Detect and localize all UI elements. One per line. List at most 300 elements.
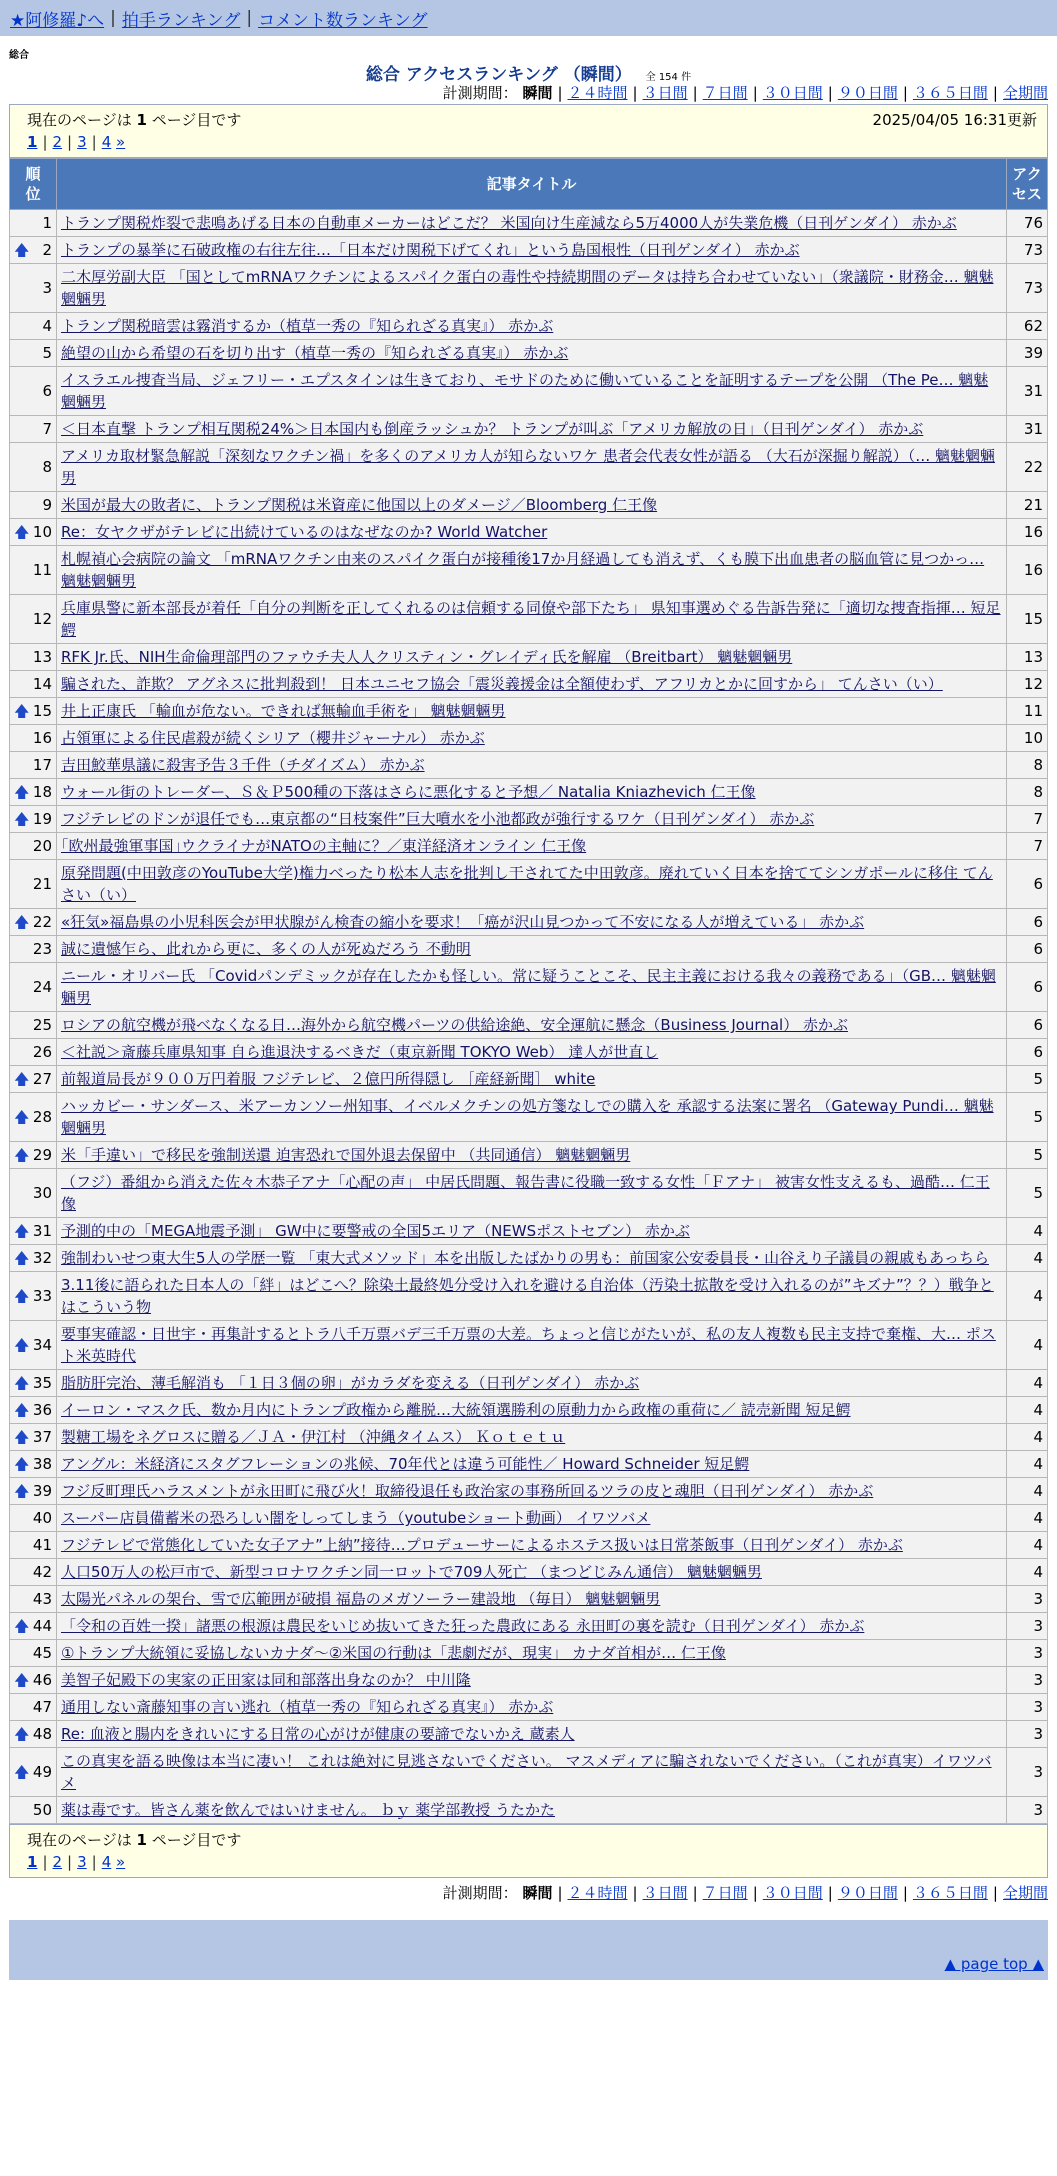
up-arrow-icon: 🡅 bbox=[14, 1336, 30, 1354]
title-cell bbox=[57, 1424, 1007, 1451]
article-title-link[interactable]: Re：女ヤクザがテレビに出続けているのはなぜなのか? World Watcher bbox=[61, 523, 548, 541]
rank-number: 37 bbox=[32, 1428, 52, 1446]
article-title-link[interactable]: フジテレビのドンが退任でも…東京都の“日枝案件”巨大噴水を小池都政が強行するワケ（日刊ゲンダイ） 赤かぶ bbox=[61, 810, 815, 828]
access-count: 4 bbox=[1007, 1451, 1048, 1478]
access-count: 3 bbox=[1007, 1640, 1048, 1667]
pagination-box-top bbox=[9, 104, 1048, 158]
rank-cell bbox=[10, 519, 57, 546]
rank-number: 7 bbox=[42, 420, 52, 438]
period-separator: | bbox=[692, 1884, 698, 1902]
up-arrow-icon: 🡅 bbox=[14, 1146, 30, 1164]
title-cell bbox=[57, 1039, 1007, 1066]
article-title-link[interactable]: 人口50万人の松戸市で、新型コロナワクチン同一ロットで709人死亡 （まつどじみん通信） 魑魅魍魎男 bbox=[61, 1563, 762, 1581]
rank-cell bbox=[10, 779, 57, 806]
access-count: 3 bbox=[1007, 1667, 1048, 1694]
access-count: 12 bbox=[1007, 671, 1048, 698]
up-arrow-icon: 🡅 bbox=[14, 1671, 30, 1689]
article-title-link[interactable]: 米国が最大の敗者に、トランプ関税は米資産に他国以上のダメージ／Bloomberg 仁王像 bbox=[61, 496, 658, 514]
nav-separator: | bbox=[246, 8, 253, 28]
title-cell bbox=[57, 237, 1007, 264]
article-title-link[interactable]: 原発問題(中田敦彦のYouTube大学)権力べったり松本人志を批判し干されてた中田敦彦。廃れていく日本を捨ててシンガポールに移住 てんさい（い） bbox=[61, 864, 993, 904]
page-top-link[interactable]: ▲ page top ▲ bbox=[944, 1955, 1044, 1973]
access-count: 7 bbox=[1007, 806, 1048, 833]
period-link[interactable]: ９０日間 bbox=[837, 1884, 898, 1902]
access-count: 3 bbox=[1007, 1797, 1048, 1824]
rank-cell bbox=[10, 671, 57, 698]
access-count: 13 bbox=[1007, 644, 1048, 671]
access-count: 4 bbox=[1007, 1218, 1048, 1245]
page-link[interactable]: 4 bbox=[101, 1853, 112, 1871]
rank-cell bbox=[10, 806, 57, 833]
title-cell bbox=[57, 1397, 1007, 1424]
access-count: 7 bbox=[1007, 833, 1048, 860]
title-cell bbox=[57, 1532, 1007, 1559]
article-title-link[interactable]: イーロン・マスク氏、数か月内にトランプ政権から離脱…大統領選勝利の原動力から政権の重荷に／ 読売新聞 短足鰐 bbox=[61, 1401, 851, 1419]
rank-cell bbox=[10, 340, 57, 367]
access-count: 5 bbox=[1007, 1093, 1048, 1142]
article-title-link[interactable]: イスラエル捜査当局、ジェフリー・エプスタインは生きており、モサドのために働いていることを証明するテープを公開 （The Pe… 魑魅魍魎男 bbox=[61, 371, 989, 411]
table-row bbox=[10, 1532, 1048, 1559]
access-count: 16 bbox=[1007, 546, 1048, 595]
table-row bbox=[10, 1039, 1048, 1066]
table-row bbox=[10, 1066, 1048, 1093]
rank-number: 16 bbox=[32, 729, 52, 747]
table-row bbox=[10, 1721, 1048, 1748]
period-separator: | bbox=[632, 84, 638, 102]
article-title-link[interactable]: ＜日本直撃 トランプ相互関税24%＞日本国内も倒産ラッシュか？ トランプが叫ぶ「アメリカ解放の日」（日刊ゲンダイ） 赤かぶ bbox=[61, 420, 924, 438]
rank-cell bbox=[10, 210, 57, 237]
article-title-link[interactable]: 製糖工場をネグロスに贈る／ＪＡ・伊江村 （沖縄タイムス） Ｋｏｔｅｔｕ bbox=[61, 1428, 566, 1446]
title-cell bbox=[57, 644, 1007, 671]
pagination-box-bottom bbox=[9, 1824, 1048, 1878]
bottom-bar bbox=[9, 1920, 1048, 1948]
article-title-link[interactable]: 予測的中の「MEGA地震予測」 GW中に要警戒の全国5エリア（NEWSポストセブン） 赤かぶ bbox=[61, 1222, 690, 1240]
rank-number: 36 bbox=[32, 1401, 52, 1419]
period-link[interactable]: ７日間 bbox=[702, 1884, 748, 1902]
access-count: 5 bbox=[1007, 1169, 1048, 1218]
title-cell bbox=[57, 1667, 1007, 1694]
table-row bbox=[10, 1797, 1048, 1824]
period-separator: | bbox=[557, 84, 563, 102]
total-count: 全 154 件 bbox=[645, 72, 692, 83]
article-title-link[interactable]: «狂気»福島県の小児科医会が甲状腺がん検査の縮小を要求！「癌が沢山見つかって不安になる人が増えている」 赤かぶ bbox=[61, 913, 865, 931]
title-cell bbox=[57, 1066, 1007, 1093]
article-title-link[interactable]: フジテレビで常態化していた女子アナ”上納”接待…プロデューサーによるホステス扱いは日常茶飯事（日刊ゲンダイ） 赤かぶ bbox=[61, 1536, 903, 1554]
rank-number: 48 bbox=[32, 1725, 52, 1743]
rank-number: 17 bbox=[32, 756, 52, 774]
page-link[interactable]: 1 bbox=[27, 1853, 38, 1871]
article-title-link[interactable]: 強制わいせつ東大生5人の学歴一覧 「東大式メソッド」本を出版したばかりの男も：前国家公安委員長・山谷えり子議員の親戚もあっちら bbox=[61, 1249, 989, 1267]
period-link[interactable]: ２４時間 bbox=[567, 1884, 628, 1902]
title-cell bbox=[57, 1169, 1007, 1218]
rank-cell bbox=[10, 1142, 57, 1169]
period-separator: | bbox=[827, 84, 833, 102]
access-count: 4 bbox=[1007, 1505, 1048, 1532]
table-row bbox=[10, 546, 1048, 595]
title-cell bbox=[57, 1321, 1007, 1370]
rank-cell bbox=[10, 936, 57, 963]
rank-cell bbox=[10, 1039, 57, 1066]
page-separator: | bbox=[42, 133, 48, 151]
rank-cell bbox=[10, 1640, 57, 1667]
access-count: 3 bbox=[1007, 1613, 1048, 1640]
table-row bbox=[10, 1748, 1048, 1797]
article-title-link[interactable]: 通用しない斎藤知事の言い逃れ（植草一秀の『知られざる真実』） 赤かぶ bbox=[61, 1698, 554, 1716]
article-title-link[interactable]: 美智子妃殿下の実家の正田家は同和部落出身なのか？ 中川隆 bbox=[61, 1671, 471, 1689]
title-cell bbox=[57, 210, 1007, 237]
access-count: 3 bbox=[1007, 1694, 1048, 1721]
updated-timestamp: 2025/04/05 16:31更新 bbox=[872, 111, 1037, 129]
rank-number: 1 bbox=[42, 214, 52, 232]
title-cell bbox=[57, 909, 1007, 936]
article-title-link[interactable]: 前報道局長が９００万円着服 フジテレビ、２億円所得隠し ［産経新聞］ white bbox=[61, 1070, 596, 1088]
rank-number: 23 bbox=[32, 940, 52, 958]
access-count: 3 bbox=[1007, 1748, 1048, 1797]
up-arrow-icon: 🡅 bbox=[14, 702, 30, 720]
table-row bbox=[10, 1586, 1048, 1613]
table-row bbox=[10, 1694, 1048, 1721]
period-separator: | bbox=[752, 1884, 758, 1902]
article-title-link[interactable]: 兵庫県警に新本部長が着任「自分の判断を正してくれるのは信頼する同僚や部下たち」 県知事選めぐる告訴告発に「適切な捜査指揮… 短足鰐 bbox=[61, 599, 1001, 639]
table-row bbox=[10, 1169, 1048, 1218]
rank-cell bbox=[10, 752, 57, 779]
rank-number: 4 bbox=[42, 317, 52, 335]
rank-number: 22 bbox=[32, 913, 52, 931]
article-title-link[interactable]: トランプ関税暗雲は霧消するか（植草一秀の『知られざる真実』） 赤かぶ bbox=[61, 317, 554, 335]
access-count: 3 bbox=[1007, 1721, 1048, 1748]
up-arrow-icon: 🡅 bbox=[14, 1428, 30, 1446]
article-title-link[interactable]: 札幌禎心会病院の論文 「mRNAワクチン由来のスパイク蛋白が接種後17か月経過しても消えず、くも膜下出血患者の脳血管に見つかっ… 魑魅魍魎男 bbox=[61, 550, 985, 590]
rank-number: 30 bbox=[32, 1184, 52, 1202]
access-count: 73 bbox=[1007, 264, 1048, 313]
rank-number: 44 bbox=[32, 1617, 52, 1635]
table-row bbox=[10, 1559, 1048, 1586]
article-title-link[interactable]: Re: 血液と腸内をきれいにする日常の心がけが健康の要諦でないかえ 蔵素人 bbox=[61, 1725, 575, 1743]
title-cell bbox=[57, 1505, 1007, 1532]
period-link[interactable]: ３０日間 bbox=[762, 1884, 823, 1902]
table-row bbox=[10, 313, 1048, 340]
article-title-link[interactable]: トランプの暴挙に石破政権の右往左往…「日本だけ関税下げてくれ」という島国根性（日刊ゲンダイ） 赤かぶ bbox=[61, 241, 800, 259]
rank-number: 6 bbox=[42, 382, 52, 400]
title-cell bbox=[57, 725, 1007, 752]
period-link[interactable]: ７日間 bbox=[702, 84, 748, 102]
rank-number: 50 bbox=[32, 1801, 52, 1819]
title-cell bbox=[57, 1245, 1007, 1272]
article-title-link[interactable]: トランプ関税炸裂で悲鳴あげる日本の自動車メーカーはどこだ？ 米国向け生産減なら5万4000人が失業危機（日刊ゲンダイ） 赤かぶ bbox=[61, 214, 957, 232]
rank-number: 5 bbox=[42, 344, 52, 362]
rank-cell bbox=[10, 237, 57, 264]
period-link[interactable]: ３日間 bbox=[642, 84, 688, 102]
access-count: 22 bbox=[1007, 443, 1048, 492]
up-arrow-icon: 🡅 bbox=[14, 913, 30, 931]
access-count: 16 bbox=[1007, 519, 1048, 546]
access-count: 6 bbox=[1007, 860, 1048, 909]
access-count: 4 bbox=[1007, 1321, 1048, 1370]
table-row bbox=[10, 644, 1048, 671]
rank-cell bbox=[10, 492, 57, 519]
period-separator: | bbox=[992, 1884, 998, 1902]
rank-cell bbox=[10, 1321, 57, 1370]
article-title-link[interactable]: RFK Jr.氏、NIH生命倫理部門のファウチ夫人人クリスティン・グレイディ氏を解雇 （Breitbart） 魑魅魍魎男 bbox=[61, 648, 793, 666]
rank-number: 40 bbox=[32, 1509, 52, 1527]
rank-number: 29 bbox=[32, 1146, 52, 1164]
table-row bbox=[10, 1397, 1048, 1424]
title-cell bbox=[57, 1797, 1007, 1824]
article-title-link[interactable]: 薬は毒です。皆さん薬を飲んではいけません。 ｂｙ 薬学部教授 うたかた bbox=[61, 1801, 556, 1819]
page-link[interactable]: 3 bbox=[77, 1853, 87, 1871]
period-selector-bottom bbox=[0, 1878, 1057, 1908]
page-separator: | bbox=[91, 133, 97, 151]
rank-cell bbox=[10, 1748, 57, 1797]
access-count: 6 bbox=[1007, 963, 1048, 1012]
table-row bbox=[10, 1640, 1048, 1667]
rank-number: 20 bbox=[32, 837, 52, 855]
up-arrow-icon: 🡅 bbox=[14, 1108, 30, 1126]
table-row bbox=[10, 1613, 1048, 1640]
rank-number: 15 bbox=[32, 702, 52, 720]
rank-number: 27 bbox=[32, 1070, 52, 1088]
period-link[interactable]: 全期間 bbox=[1002, 84, 1048, 102]
article-title-link[interactable]: アメリカ取材緊急解説「深刻なワクチン禍」を多くのアメリカ人が知らないワケ 患者会代表女性が語る （大石が深掘り解説）（… 魑魅魍魎男 bbox=[61, 447, 995, 487]
access-count: 76 bbox=[1007, 210, 1048, 237]
rank-number: 47 bbox=[32, 1698, 52, 1716]
rank-number: 38 bbox=[32, 1455, 52, 1473]
title-cell bbox=[57, 1478, 1007, 1505]
next-page-link[interactable]: » bbox=[116, 133, 126, 151]
rank-number: 33 bbox=[32, 1287, 52, 1305]
table-row bbox=[10, 443, 1048, 492]
article-title-link[interactable]: ①トランプ大統領に妥協しないカナダ〜②米国の行動は「悲劇だが、現実」 カナダ首相が… 仁王像 bbox=[61, 1644, 726, 1662]
rank-number: 39 bbox=[32, 1482, 52, 1500]
period-link[interactable]: ３０日間 bbox=[762, 84, 823, 102]
article-title-link[interactable]: 「令和の百姓一揆」諸悪の根源は農民をいじめ抜いてきた狂った農政にある 永田町の裏を読む（日刊ゲンダイ） 赤かぶ bbox=[61, 1617, 865, 1635]
table-row bbox=[10, 671, 1048, 698]
access-count: 4 bbox=[1007, 1397, 1048, 1424]
rank-cell bbox=[10, 1012, 57, 1039]
rank-cell bbox=[10, 264, 57, 313]
article-title-link[interactable]: ＜社説＞斎藤兵庫県知事 自ら進退決するべきだ（東京新聞 TOKYO Web） 達人が世直し bbox=[61, 1043, 659, 1061]
up-arrow-icon: 🡅 bbox=[14, 1374, 30, 1392]
period-link[interactable]: 全期間 bbox=[1002, 1884, 1048, 1902]
table-row bbox=[10, 210, 1048, 237]
rank-number: 9 bbox=[42, 496, 52, 514]
period-selector bbox=[0, 82, 1057, 104]
article-title-link[interactable]: ロシアの航空機が飛べなくなる日…海外から航空機パーツの供給途絶、安全運航に懸念（Business Journal） 赤かぶ bbox=[61, 1016, 848, 1034]
article-title-link[interactable]: この真実を語る映像は本当に凄い！ これは絶対に見逃さないでください。 マスメディアに騙されないでください。（これが真実）イワツバメ bbox=[61, 1752, 992, 1792]
access-count: 5 bbox=[1007, 1142, 1048, 1169]
article-title-link[interactable]: 要事実確認・日世宇・再集計するとトラ八千万票バデ三千万票の大差。ちょっと信じがたいが、私の友人複数も民主支持で棄権、大… ポスト米英時代 bbox=[61, 1325, 996, 1365]
article-title-link[interactable]: ハッカビー・サンダース、米アーカンソー州知事、イベルメクチンの処方箋なしでの購入を 承認する法案に署名 （Gateway Pundi… 魑魅魍魎男 bbox=[61, 1097, 994, 1137]
period-link[interactable]: ３日間 bbox=[642, 1884, 688, 1902]
article-title-link[interactable]: 米「手違い」で移民を強制送還 迫害恐れで国外退去保留中 （共同通信） 魑魅魍魎男 bbox=[61, 1146, 631, 1164]
rank-number: 31 bbox=[32, 1222, 52, 1240]
title-cell bbox=[57, 1218, 1007, 1245]
rank-cell bbox=[10, 1272, 57, 1321]
access-count: 11 bbox=[1007, 698, 1048, 725]
title-cell bbox=[57, 1012, 1007, 1039]
table-row bbox=[10, 936, 1048, 963]
nav-link-asyura[interactable]: ★阿修羅♪へ bbox=[10, 10, 105, 31]
nav-link-comment-ranking[interactable]: コメント数ランキング bbox=[258, 10, 428, 31]
rank-cell bbox=[10, 963, 57, 1012]
access-count: 8 bbox=[1007, 779, 1048, 806]
rank-cell bbox=[10, 1245, 57, 1272]
header-title: 記事タイトル bbox=[57, 159, 1007, 210]
rank-cell bbox=[10, 1532, 57, 1559]
period-separator: | bbox=[992, 84, 998, 102]
rank-number: 3 bbox=[42, 279, 52, 297]
table-row bbox=[10, 264, 1048, 313]
page-status: 現在のページは 1 ページ目です bbox=[27, 111, 242, 129]
period-link[interactable]: ９０日間 bbox=[837, 84, 898, 102]
rank-cell bbox=[10, 1797, 57, 1824]
rank-cell bbox=[10, 1721, 57, 1748]
article-title-link[interactable]: 占領軍による住民虐殺が続くシリア（櫻井ジャーナル） 赤かぶ bbox=[61, 729, 485, 747]
rank-number: 28 bbox=[32, 1108, 52, 1126]
rank-number: 25 bbox=[32, 1016, 52, 1034]
page-link[interactable]: 4 bbox=[101, 133, 112, 151]
table-row bbox=[10, 1370, 1048, 1397]
article-title-link[interactable]: 井上正康氏 「輸血が危ない。できれば無輸血手術を」 魑魅魍魎男 bbox=[61, 702, 506, 720]
article-title-link[interactable]: 誠に遺憾乍ら、此れから更に、多くの人が死ぬだろう 不動明 bbox=[61, 940, 471, 958]
rank-cell bbox=[10, 1066, 57, 1093]
article-title-link[interactable]: スーパー店員備蓄米の恐ろしい闇をしってしまう（youtubeショート動画） イワツバメ bbox=[61, 1509, 651, 1527]
table-row bbox=[10, 806, 1048, 833]
rank-cell bbox=[10, 1218, 57, 1245]
page-links bbox=[27, 1851, 1037, 1873]
page-link[interactable]: 1 bbox=[27, 133, 38, 151]
access-count: 31 bbox=[1007, 416, 1048, 443]
page-status-bottom: 現在のページは 1 ページ目です bbox=[27, 1831, 242, 1849]
page-link[interactable]: 2 bbox=[52, 1853, 63, 1871]
page-link[interactable]: 2 bbox=[52, 133, 63, 151]
table-row bbox=[10, 416, 1048, 443]
table-row bbox=[10, 1667, 1048, 1694]
rank-cell bbox=[10, 725, 57, 752]
rank-cell bbox=[10, 1667, 57, 1694]
table-row bbox=[10, 860, 1048, 909]
access-count: 4 bbox=[1007, 1272, 1048, 1321]
article-title-link[interactable]: 二木厚労副大臣 「国としてmRNAワクチンによるスパイク蛋白の毒性や持続期間のデータは持ち合わせていない」（衆議院・財務金… 魑魅魍魎男 bbox=[61, 268, 994, 308]
rank-cell bbox=[10, 1613, 57, 1640]
period-separator: | bbox=[632, 1884, 638, 1902]
next-page-link[interactable]: » bbox=[116, 1853, 126, 1871]
rank-cell bbox=[10, 1093, 57, 1142]
page-separator: | bbox=[42, 1853, 48, 1871]
rank-cell bbox=[10, 1397, 57, 1424]
rank-number: 8 bbox=[42, 458, 52, 476]
title-cell bbox=[57, 1613, 1007, 1640]
rank-number: 14 bbox=[32, 675, 52, 693]
title-cell bbox=[57, 1640, 1007, 1667]
period-label: 計測期間： bbox=[442, 84, 523, 102]
title-cell bbox=[57, 860, 1007, 909]
rank-cell bbox=[10, 1586, 57, 1613]
rank-number: 42 bbox=[32, 1563, 52, 1581]
article-title-link[interactable]: 吉田鮫華県議に殺害予告３千件（チダイズム） 赤かぶ bbox=[61, 756, 425, 774]
article-title-link[interactable]: 太陽光パネルの架台、雪で広範囲が破損 福島のメガソーラー建設地 （毎日） 魑魅魍魎男 bbox=[61, 1590, 661, 1608]
title-cell bbox=[57, 1272, 1007, 1321]
table-row bbox=[10, 1505, 1048, 1532]
period-link[interactable]: ２４時間 bbox=[567, 84, 628, 102]
page-link[interactable]: 3 bbox=[77, 133, 87, 151]
nav-link-clap-ranking[interactable]: 拍手ランキング bbox=[121, 10, 241, 31]
article-title-link[interactable]: 脂肪肝完治、薄毛解消も 「１日３個の卵」がカラダを変える（日刊ゲンダイ） 赤かぶ bbox=[61, 1374, 640, 1392]
period-separator: | bbox=[752, 84, 758, 102]
title-cell bbox=[57, 1093, 1007, 1142]
ranking-title bbox=[0, 60, 1057, 85]
article-title-link[interactable]: アングル：米経済にスタグフレーションの兆候、70年代とは違う可能性／ Howard Schneider 短足鰐 bbox=[61, 1455, 750, 1473]
access-count: 39 bbox=[1007, 340, 1048, 367]
table-row bbox=[10, 779, 1048, 806]
article-title-link[interactable]: ｢欧州最強軍事国｣ウクライナがNATOの主軸に？／東洋経済オンライン 仁王像 bbox=[61, 837, 587, 855]
title-cell bbox=[57, 546, 1007, 595]
up-arrow-icon: 🡅 bbox=[14, 1287, 30, 1305]
article-title-link[interactable]: （フジ）番組から消えた佐々木恭子アナ「心配の声」 中居氏問題、報告書に役職一致する女性「Ｆアナ」 被害女性支えるも、過酷… 仁王像 bbox=[61, 1173, 990, 1213]
top-nav bbox=[0, 0, 1057, 36]
article-title-link[interactable]: ウォール街のトレーダー、Ｓ＆Ｐ500種の下落はさらに悪化すると予想／ Natalia Kniazhevich 仁王像 bbox=[61, 783, 756, 801]
title-cell bbox=[57, 671, 1007, 698]
rank-cell bbox=[10, 860, 57, 909]
up-arrow-icon: 🡅 bbox=[14, 1763, 30, 1781]
table-row bbox=[10, 752, 1048, 779]
access-count: 4 bbox=[1007, 1245, 1048, 1272]
up-arrow-icon: 🡅 bbox=[14, 1070, 30, 1088]
rank-number: 2 bbox=[42, 241, 52, 259]
access-count: 4 bbox=[1007, 1424, 1048, 1451]
rank-cell bbox=[10, 595, 57, 644]
title-cell bbox=[57, 264, 1007, 313]
table-row bbox=[10, 1451, 1048, 1478]
access-count: 4 bbox=[1007, 1559, 1048, 1586]
table-row bbox=[10, 833, 1048, 860]
page-separator: | bbox=[91, 1853, 97, 1871]
table-row bbox=[10, 492, 1048, 519]
rank-number: 19 bbox=[32, 810, 52, 828]
access-count: 31 bbox=[1007, 367, 1048, 416]
article-title-link[interactable]: 騙された、詐欺？ アグネスに批判殺到！ 日本ユニセフ協会「震災義援金は全額使わず、アフリカとかに回すから」 てんさい（い） bbox=[61, 675, 943, 693]
table-row bbox=[10, 963, 1048, 1012]
rank-cell bbox=[10, 1370, 57, 1397]
ranking-title-text: 総合 アクセスランキング （瞬間） bbox=[365, 65, 632, 85]
article-title-link[interactable]: 3.11後に語られた日本人の「絆」はどこへ？除染土最終処分受け入れを避ける自治体（汚染土拡散を受け入れるのが”キズナ”？？）戦争とはこういう物 bbox=[61, 1276, 994, 1316]
rank-number: 45 bbox=[32, 1644, 52, 1662]
title-cell bbox=[57, 1586, 1007, 1613]
access-count: 4 bbox=[1007, 1370, 1048, 1397]
title-cell bbox=[57, 779, 1007, 806]
rank-cell bbox=[10, 1478, 57, 1505]
period-current: 瞬間 bbox=[522, 1884, 553, 1902]
page-top-bar bbox=[9, 1948, 1048, 1980]
article-title-link[interactable]: 絶望の山から希望の石を切り出す（植草一秀の『知られざる真実』） 赤かぶ bbox=[61, 344, 569, 362]
table-row bbox=[10, 1245, 1048, 1272]
title-cell bbox=[57, 367, 1007, 416]
table-row bbox=[10, 367, 1048, 416]
table-row bbox=[10, 698, 1048, 725]
up-arrow-icon: 🡅 bbox=[14, 810, 30, 828]
rank-number: 24 bbox=[32, 978, 52, 996]
up-arrow-icon: 🡅 bbox=[14, 1455, 30, 1473]
period-link[interactable]: ３６５日間 bbox=[912, 84, 988, 102]
rank-cell bbox=[10, 833, 57, 860]
article-title-link[interactable]: ニール・オリバー氏 「Covidパンデミックが存在したかも怪しい。常に疑うことこそ、民主主義における我々の義務である」（GB… 魑魅魍魎男 bbox=[61, 967, 996, 1007]
period-link[interactable]: ３６５日間 bbox=[912, 1884, 988, 1902]
table-row bbox=[10, 1321, 1048, 1370]
article-title-link[interactable]: フジ反町理氏ハラスメントが永田町に飛び火！取締役退任も政治家の事務所回るツラの皮と魂胆（日刊ゲンダイ） 赤かぶ bbox=[61, 1482, 874, 1500]
period-label: 計測期間： bbox=[442, 1884, 523, 1902]
up-arrow-icon: 🡅 bbox=[14, 523, 30, 541]
access-count: 8 bbox=[1007, 752, 1048, 779]
